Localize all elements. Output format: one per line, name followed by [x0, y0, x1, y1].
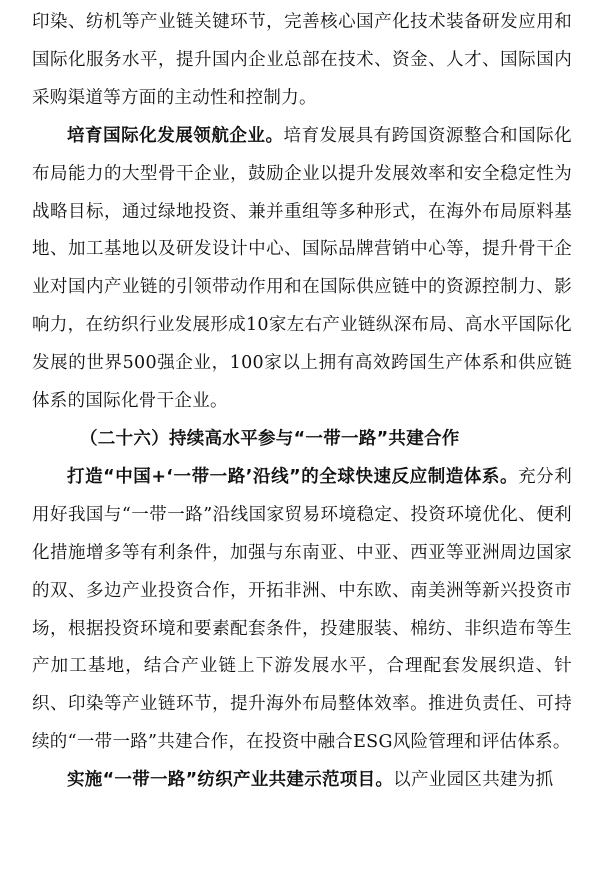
- paragraph-leading-enterprises: [32, 118, 572, 421]
- paragraph-lead: 实施“一带一路”纺织产业共建示范项目。: [67, 770, 394, 791]
- paragraph-demonstration-projects: [32, 762, 572, 800]
- document-page: [32, 4, 572, 800]
- paragraph-text: 印染、纺机等产业链关键环节，完善核心国产化技术装备研发应用和国际化服务水平，提升国内企业总部在技术、资金、人才、国际国内采购渠道等方面的主动性和控制力。: [32, 12, 572, 108]
- paragraph-text: 以产业园区共建为抓: [393, 770, 554, 791]
- paragraph-manufacturing-system: [32, 459, 572, 762]
- paragraph-text: 充分利用好我国与“一带一路”沿线国家贸易环境稳定、投资环境优化、便利化措施增多等有利条件，加强与东南亚、中亚、西亚等亚洲周边国家的双、多边产业投资合作，开拓非洲、中东欧、南美洲等新兴投资市场，根据投资环境和要素配套条件，投建服装、棉纺、非织造布等生产加工基地，结合产业链上下游发展水平，合理配套发展织造、针织、印染等产业链环节，提升海外布局整体效率。推进负责任、可持续的“一带一路”共建合作，在投资中融合ESG风险管理和评估体系。: [32, 466, 573, 753]
- section-heading: （二十六）持续高水平参与“一带一路”共建合作: [80, 428, 460, 449]
- paragraph-text: 培育发展具有跨国资源整合和国际化布局能力的大型骨干企业，鼓励企业以提升发展效率和安全稳定性为战略目标，通过绿地投资、兼并重组等多种形式，在海外布局原料基地、加工基地以及研发设计中心、国际品牌营销中心等，提升骨干企业对国内产业链的引领带动作用和在国际供应链中的资源控制力、影响力，在纺织行业发展形成10家左右产业链纵深布局、高水平国际化发展的世界500强企业，100家以上拥有高效跨国生产体系和供应链体系的国际化骨干企业。: [32, 125, 572, 412]
- paragraph-lead: 培育国际化发展领航企业。: [67, 125, 284, 146]
- paragraph-continuation: [32, 4, 572, 118]
- paragraph-lead: 打造“中国+‘一带一路’沿线”的全球快速反应制造体系。: [67, 466, 519, 487]
